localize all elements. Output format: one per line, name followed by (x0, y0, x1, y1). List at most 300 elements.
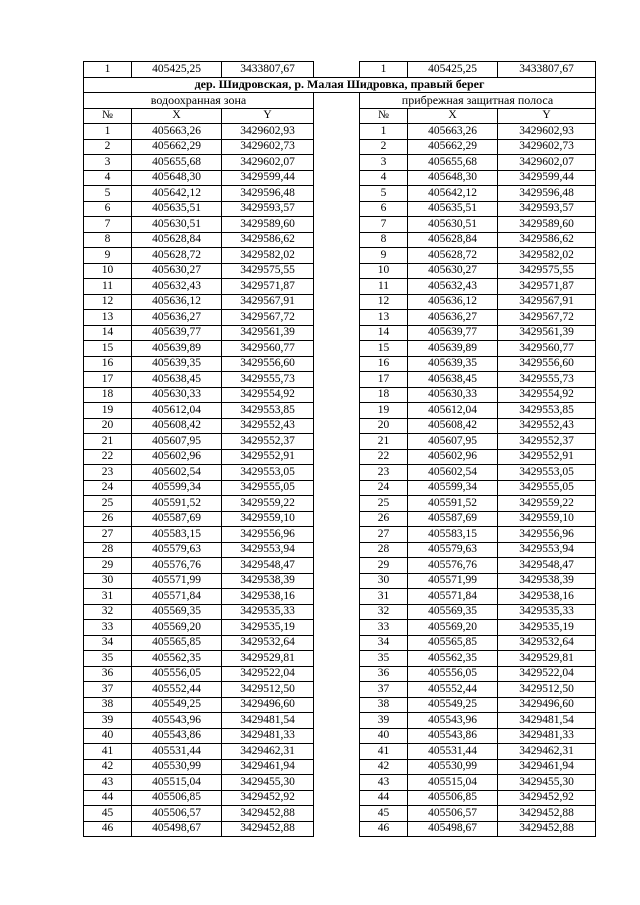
top-row (84, 62, 596, 78)
column-gap (314, 759, 360, 775)
column-gap (314, 248, 360, 264)
right-number-cell: 13 (360, 310, 408, 326)
table-row (84, 527, 596, 543)
right-number-cell: 2 (360, 139, 408, 155)
left-number-cell: 30 (84, 573, 132, 589)
left-y: 3433807,67 (222, 62, 314, 78)
column-gap (314, 682, 360, 698)
right-number-cell: 38 (360, 697, 408, 713)
right-y-cell: 3429556,96 (498, 527, 596, 543)
left-x-cell: 405639,77 (132, 325, 222, 341)
left-y-cell: 3429561,39 (222, 325, 314, 341)
left-number-header: № (84, 108, 132, 124)
right-number-cell: 15 (360, 341, 408, 357)
right-x-cell: 405506,57 (408, 806, 498, 822)
right-x-cell: 405543,86 (408, 728, 498, 744)
column-gap (314, 589, 360, 605)
left-y-cell: 3429481,33 (222, 728, 314, 744)
right-number-cell: 9 (360, 248, 408, 264)
left-number-cell: 8 (84, 232, 132, 248)
table-row (84, 124, 596, 140)
left-number-cell: 2 (84, 139, 132, 155)
right-number-cell: 43 (360, 775, 408, 791)
right-y-cell: 3429567,72 (498, 310, 596, 326)
table-row (84, 248, 596, 264)
right-number-cell: 23 (360, 465, 408, 481)
left-y-cell: 3429529,81 (222, 651, 314, 667)
right-number-cell: 26 (360, 511, 408, 527)
left-x-cell: 405549,25 (132, 697, 222, 713)
left-y-cell: 3429552,37 (222, 434, 314, 450)
right-y-cell: 3429522,04 (498, 666, 596, 682)
right-number-cell: 41 (360, 744, 408, 760)
left-x-cell: 405612,04 (132, 403, 222, 419)
right-y-cell: 3429535,33 (498, 604, 596, 620)
column-gap (314, 728, 360, 744)
right-x-cell: 405569,35 (408, 604, 498, 620)
table-row (84, 294, 596, 310)
right-x-cell: 405531,44 (408, 744, 498, 760)
left-number-cell: 32 (84, 604, 132, 620)
right-y-cell: 3429593,57 (498, 201, 596, 217)
left-y-cell: 3429496,60 (222, 697, 314, 713)
table-row (84, 759, 596, 775)
left-number-cell: 9 (84, 248, 132, 264)
column-gap (314, 806, 360, 822)
left-y-cell: 3429553,05 (222, 465, 314, 481)
table-row (84, 325, 596, 341)
table-row (84, 821, 596, 837)
right-x-cell: 405571,84 (408, 589, 498, 605)
left-x-cell: 405552,44 (132, 682, 222, 698)
left-number-cell: 42 (84, 759, 132, 775)
right-x-cell: 405543,96 (408, 713, 498, 729)
column-gap (314, 496, 360, 512)
right-y-cell: 3429599,44 (498, 170, 596, 186)
left-x-cell: 405602,54 (132, 465, 222, 481)
left-number-cell: 25 (84, 496, 132, 512)
right-x-cell: 405549,25 (408, 697, 498, 713)
right-x-cell: 405599,34 (408, 480, 498, 496)
left-x-cell: 405576,76 (132, 558, 222, 574)
column-gap (314, 713, 360, 729)
right-x-cell: 405562,35 (408, 651, 498, 667)
left-x-cell: 405628,72 (132, 248, 222, 264)
table-row (84, 511, 596, 527)
left-number-cell: 1 (84, 124, 132, 140)
column-gap (314, 620, 360, 636)
right-x-cell: 405565,85 (408, 635, 498, 651)
left-y-cell: 3429512,50 (222, 682, 314, 698)
right-y-cell: 3429575,55 (498, 263, 596, 279)
table-row (84, 139, 596, 155)
right-number-cell: 18 (360, 387, 408, 403)
column-gap (314, 604, 360, 620)
right-x-cell: 405663,26 (408, 124, 498, 140)
left-y-cell: 3429462,31 (222, 744, 314, 760)
right-number-cell: 8 (360, 232, 408, 248)
table-row (84, 480, 596, 496)
column-gap (314, 651, 360, 667)
right-y-cell: 3429452,88 (498, 821, 596, 837)
left-y-cell: 3429553,85 (222, 403, 314, 419)
left-number-cell: 17 (84, 372, 132, 388)
left-number-cell: 26 (84, 511, 132, 527)
column-gap (314, 821, 360, 837)
right-number-cell: 46 (360, 821, 408, 837)
column-gap (314, 186, 360, 202)
right-y-cell: 3429582,02 (498, 248, 596, 264)
left-y-cell: 3429548,47 (222, 558, 314, 574)
right-x-cell: 405552,44 (408, 682, 498, 698)
column-gap (314, 139, 360, 155)
left-x-cell: 405602,96 (132, 449, 222, 465)
left-number-cell: 43 (84, 775, 132, 791)
left-y-cell: 3429538,16 (222, 589, 314, 605)
left-number-cell: 18 (84, 387, 132, 403)
left-number-cell: 35 (84, 651, 132, 667)
column-gap (314, 387, 360, 403)
right-x-cell: 405630,33 (408, 387, 498, 403)
table-row (84, 387, 596, 403)
right-y-cell: 3429462,31 (498, 744, 596, 760)
left-number-cell: 20 (84, 418, 132, 434)
left-y-cell: 3429535,33 (222, 604, 314, 620)
column-gap (314, 201, 360, 217)
right-y-cell: 3429559,22 (498, 496, 596, 512)
right-x-cell: 405642,12 (408, 186, 498, 202)
right-y-cell: 3429481,54 (498, 713, 596, 729)
left-x-cell: 405569,20 (132, 620, 222, 636)
left-x-cell: 405630,51 (132, 217, 222, 233)
left-y-cell: 3429481,54 (222, 713, 314, 729)
left-number: 1 (84, 62, 132, 78)
right-x-cell: 405636,27 (408, 310, 498, 326)
left-y-cell: 3429567,91 (222, 294, 314, 310)
left-number-cell: 41 (84, 744, 132, 760)
left-number-cell: 44 (84, 790, 132, 806)
right-number-cell: 17 (360, 372, 408, 388)
table-row (84, 434, 596, 450)
column-gap (314, 310, 360, 326)
left-y-cell: 3429556,60 (222, 356, 314, 372)
right-x-cell: 405569,20 (408, 620, 498, 636)
right-zone-label: прибрежная защитная полоса (360, 93, 596, 109)
left-y-header: Y (222, 108, 314, 124)
left-x-cell: 405639,89 (132, 341, 222, 357)
right-y-cell: 3429602,07 (498, 155, 596, 171)
column-gap (314, 263, 360, 279)
left-y-cell: 3429559,10 (222, 511, 314, 527)
table-row (84, 170, 596, 186)
right-x-cell: 405607,95 (408, 434, 498, 450)
right-number-cell: 33 (360, 620, 408, 636)
table-row (84, 635, 596, 651)
table-row (84, 217, 596, 233)
right-number-cell: 7 (360, 217, 408, 233)
left-x-cell: 405583,15 (132, 527, 222, 543)
right-x-cell: 405587,69 (408, 511, 498, 527)
table-row (84, 589, 596, 605)
coordinates-table (83, 61, 596, 837)
left-y-cell: 3429452,88 (222, 806, 314, 822)
left-x-cell: 405591,52 (132, 496, 222, 512)
right-y-cell: 3429596,48 (498, 186, 596, 202)
left-x-cell: 405530,99 (132, 759, 222, 775)
right-x-cell: 405639,89 (408, 341, 498, 357)
right-x-cell: 405602,96 (408, 449, 498, 465)
right-y-cell: 3429552,37 (498, 434, 596, 450)
left-y-cell: 3429532,64 (222, 635, 314, 651)
table-row (84, 201, 596, 217)
left-number-cell: 21 (84, 434, 132, 450)
right-y-cell: 3429481,33 (498, 728, 596, 744)
left-y-cell: 3429589,60 (222, 217, 314, 233)
right-y-cell: 3429455,30 (498, 775, 596, 791)
right-y-cell: 3429538,16 (498, 589, 596, 605)
right-y-cell: 3429548,47 (498, 558, 596, 574)
right-number-cell: 40 (360, 728, 408, 744)
right-x-cell: 405662,29 (408, 139, 498, 155)
left-zone-label: водоохранная зона (84, 93, 314, 109)
right-x-cell: 405628,72 (408, 248, 498, 264)
left-x-cell: 405662,29 (132, 139, 222, 155)
right-number-cell: 29 (360, 558, 408, 574)
right-number: 1 (360, 62, 408, 78)
table-row (84, 558, 596, 574)
table-row (84, 697, 596, 713)
column-gap (314, 542, 360, 558)
right-number-cell: 22 (360, 449, 408, 465)
left-x-cell: 405648,30 (132, 170, 222, 186)
left-x-cell: 405639,35 (132, 356, 222, 372)
column-gap (314, 418, 360, 434)
right-y-cell: 3429452,88 (498, 806, 596, 822)
column-gap (314, 511, 360, 527)
left-number-cell: 11 (84, 279, 132, 295)
left-x-cell: 405663,26 (132, 124, 222, 140)
left-x-cell: 405579,63 (132, 542, 222, 558)
right-number-cell: 31 (360, 589, 408, 605)
right-x-cell: 405576,76 (408, 558, 498, 574)
right-y-cell: 3429589,60 (498, 217, 596, 233)
right-x-cell: 405636,12 (408, 294, 498, 310)
table-row (84, 728, 596, 744)
right-number-cell: 44 (360, 790, 408, 806)
column-gap (314, 465, 360, 481)
table-row (84, 372, 596, 388)
right-x-header: X (408, 108, 498, 124)
right-number-cell: 16 (360, 356, 408, 372)
right-x-cell: 405630,27 (408, 263, 498, 279)
right-number-cell: 35 (360, 651, 408, 667)
left-x-cell: 405543,86 (132, 728, 222, 744)
left-y-cell: 3429455,30 (222, 775, 314, 791)
left-number-cell: 39 (84, 713, 132, 729)
left-number-cell: 16 (84, 356, 132, 372)
right-y-cell: 3429552,91 (498, 449, 596, 465)
left-x-cell: 405587,69 (132, 511, 222, 527)
left-number-cell: 15 (84, 341, 132, 357)
right-x-cell: 405498,67 (408, 821, 498, 837)
left-number-cell: 7 (84, 217, 132, 233)
right-number-cell: 36 (360, 666, 408, 682)
column-gap (314, 666, 360, 682)
table-row (84, 186, 596, 202)
table-row (84, 682, 596, 698)
right-number-cell: 11 (360, 279, 408, 295)
right-number-cell: 6 (360, 201, 408, 217)
column-gap (314, 573, 360, 589)
right-x-cell: 405506,85 (408, 790, 498, 806)
left-y-cell: 3429567,72 (222, 310, 314, 326)
left-x-cell: 405638,45 (132, 372, 222, 388)
right-y-cell: 3429552,43 (498, 418, 596, 434)
right-number-cell: 24 (360, 480, 408, 496)
left-x-cell: 405571,84 (132, 589, 222, 605)
left-number-cell: 27 (84, 527, 132, 543)
column-gap (314, 108, 360, 124)
right-number-cell: 32 (360, 604, 408, 620)
left-number-cell: 40 (84, 728, 132, 744)
right-y: 3433807,67 (498, 62, 596, 78)
left-x-cell: 405506,85 (132, 790, 222, 806)
right-number-cell: 42 (360, 759, 408, 775)
left-number-cell: 24 (84, 480, 132, 496)
right-y-cell: 3429535,19 (498, 620, 596, 636)
left-number-cell: 19 (84, 403, 132, 419)
column-header-row (84, 108, 596, 124)
column-gap (314, 449, 360, 465)
column-gap (314, 341, 360, 357)
column-gap (314, 294, 360, 310)
right-y-cell: 3429553,94 (498, 542, 596, 558)
right-number-cell: 10 (360, 263, 408, 279)
right-number-cell: 21 (360, 434, 408, 450)
right-number-cell: 14 (360, 325, 408, 341)
left-x-cell: 405498,67 (132, 821, 222, 837)
left-x-cell: 405635,51 (132, 201, 222, 217)
table-row (84, 403, 596, 419)
right-x-cell: 405579,63 (408, 542, 498, 558)
left-x-cell: 405515,04 (132, 775, 222, 791)
table-row (84, 155, 596, 171)
left-number-cell: 12 (84, 294, 132, 310)
left-number-cell: 31 (84, 589, 132, 605)
left-x-cell: 405556,05 (132, 666, 222, 682)
right-y-cell: 3429559,10 (498, 511, 596, 527)
right-number-header: № (360, 108, 408, 124)
column-gap (314, 170, 360, 186)
left-x-cell: 405636,27 (132, 310, 222, 326)
right-y-cell: 3429512,50 (498, 682, 596, 698)
table-row (84, 496, 596, 512)
right-x-cell: 405515,04 (408, 775, 498, 791)
right-y-cell: 3429571,87 (498, 279, 596, 295)
right-number-cell: 27 (360, 527, 408, 543)
left-number-cell: 13 (84, 310, 132, 326)
right-x-cell: 405602,54 (408, 465, 498, 481)
left-number-cell: 46 (84, 821, 132, 837)
column-gap (314, 232, 360, 248)
left-y-cell: 3429599,44 (222, 170, 314, 186)
left-x-cell: 405630,33 (132, 387, 222, 403)
column-gap (314, 697, 360, 713)
right-y-cell: 3429555,73 (498, 372, 596, 388)
left-number-cell: 36 (84, 666, 132, 682)
left-number-cell: 29 (84, 558, 132, 574)
left-x-cell: 405543,96 (132, 713, 222, 729)
left-number-cell: 22 (84, 449, 132, 465)
left-x-cell: 405506,57 (132, 806, 222, 822)
left-x-cell: 405531,44 (132, 744, 222, 760)
right-y-cell: 3429561,39 (498, 325, 596, 341)
right-y-cell: 3429553,85 (498, 403, 596, 419)
right-number-cell: 4 (360, 170, 408, 186)
table-row (84, 542, 596, 558)
left-number-cell: 10 (84, 263, 132, 279)
left-number-cell: 5 (84, 186, 132, 202)
left-x-cell: 405571,99 (132, 573, 222, 589)
right-x-cell: 405635,51 (408, 201, 498, 217)
left-x: 405425,25 (132, 62, 222, 78)
table-row (84, 604, 596, 620)
table-row (84, 232, 596, 248)
left-number-cell: 33 (84, 620, 132, 636)
right-number-cell: 19 (360, 403, 408, 419)
right-x-cell: 405556,05 (408, 666, 498, 682)
right-y-header: Y (498, 108, 596, 124)
left-y-cell: 3429571,87 (222, 279, 314, 295)
left-number-cell: 14 (84, 325, 132, 341)
right-x-cell: 405608,42 (408, 418, 498, 434)
left-y-cell: 3429593,57 (222, 201, 314, 217)
right-number-cell: 34 (360, 635, 408, 651)
right-y-cell: 3429529,81 (498, 651, 596, 667)
right-x-cell: 405530,99 (408, 759, 498, 775)
table-row (84, 418, 596, 434)
right-y-cell: 3429556,60 (498, 356, 596, 372)
table-row (84, 263, 596, 279)
right-y-cell: 3429452,92 (498, 790, 596, 806)
section-title: дер. Шидровская, р. Малая Шидровка, правый берег (84, 77, 596, 93)
right-y-cell: 3429567,91 (498, 294, 596, 310)
left-y-cell: 3429555,05 (222, 480, 314, 496)
right-x-cell: 405655,68 (408, 155, 498, 171)
right-y-cell: 3429461,94 (498, 759, 596, 775)
left-number-cell: 4 (84, 170, 132, 186)
left-x-cell: 405565,85 (132, 635, 222, 651)
left-number-cell: 38 (84, 697, 132, 713)
right-y-cell: 3429602,93 (498, 124, 596, 140)
left-y-cell: 3429452,88 (222, 821, 314, 837)
table-row (84, 356, 596, 372)
left-x-cell: 405636,12 (132, 294, 222, 310)
table-row (84, 341, 596, 357)
left-x-header: X (132, 108, 222, 124)
table-row (84, 775, 596, 791)
left-y-cell: 3429582,02 (222, 248, 314, 264)
left-number-cell: 23 (84, 465, 132, 481)
left-y-cell: 3429586,62 (222, 232, 314, 248)
right-y-cell: 3429553,05 (498, 465, 596, 481)
column-gap (314, 635, 360, 651)
right-x-cell: 405632,43 (408, 279, 498, 295)
left-number-cell: 34 (84, 635, 132, 651)
right-number-cell: 3 (360, 155, 408, 171)
right-x-cell: 405612,04 (408, 403, 498, 419)
right-x-cell: 405648,30 (408, 170, 498, 186)
